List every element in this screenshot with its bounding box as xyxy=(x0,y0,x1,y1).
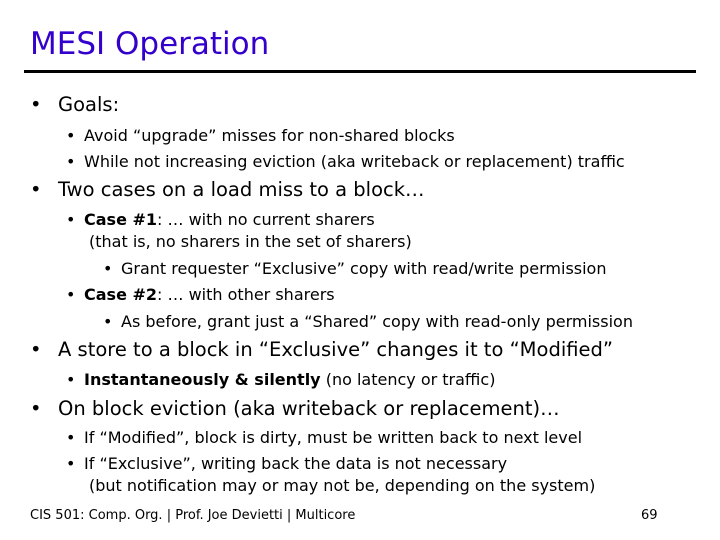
bullet-dot-icon: • xyxy=(103,259,113,278)
bullet-dot-icon: • xyxy=(30,93,42,116)
sub-bullet-goal-1: • Avoid “upgrade” misses for non-shared blocks xyxy=(66,126,455,145)
bullet-dot-icon: • xyxy=(66,210,76,229)
sub-sub-bullet-case-2: • As before, grant just a “Shared” copy with read-only permission xyxy=(103,312,633,331)
footer-course: CIS 501: Comp. Org. | Prof. Joe Devietti | Multicore xyxy=(30,508,356,523)
sub-bullet-case-1: • Case #1: … with no current sharers xyxy=(66,210,375,229)
case-1-label: Case #1 xyxy=(84,210,158,229)
sub-bullet-eviction-1: • If “Modified”, block is dirty, must be written back to next level xyxy=(66,428,583,447)
title-underline xyxy=(24,70,696,73)
bullet-store: • A store to a block in “Exclusive” changes it to “Modified” xyxy=(30,338,613,361)
eviction-continuation: (but notification may or may not be, depending on the system) xyxy=(89,476,596,495)
bullet-load-miss: • Two cases on a load miss to a block… xyxy=(30,178,425,201)
case-1-continuation: (that is, no sharers in the set of sharers) xyxy=(89,232,412,251)
bullet-dot-icon: • xyxy=(66,454,76,473)
bullet-goals-text: Goals: xyxy=(58,93,120,116)
bullet-dot-icon: • xyxy=(66,152,76,171)
bullet-goals xyxy=(30,93,119,116)
bullet-dot-icon: • xyxy=(66,285,76,304)
bullet-dot-icon: • xyxy=(30,397,42,420)
bullet-dot-icon: • xyxy=(30,178,42,201)
sub-bullet-store: • Instantaneously & silently (no latency or traffic) xyxy=(66,370,496,389)
slide-title: MESI Operation xyxy=(30,26,270,62)
bullet-dot-icon: • xyxy=(66,370,76,389)
bullet-dot-icon: • xyxy=(66,126,76,145)
sub-bullet-case-2: • Case #2: … with other sharers xyxy=(66,285,335,304)
sub-sub-bullet-case-1: • Grant requester “Exclusive” copy with read/write permission xyxy=(103,259,607,278)
sub-bullet-goal-2: • While not increasing eviction (aka writeback or replacement) traffic xyxy=(66,152,625,171)
bullet-dot-icon: • xyxy=(30,338,42,361)
bullet-eviction: • On block eviction (aka writeback or replacement)… xyxy=(30,397,560,420)
sub-bullet-eviction-2: • If “Exclusive”, writing back the data is not necessary xyxy=(66,454,508,473)
page-number: 69 xyxy=(641,508,658,523)
case-2-label: Case #2 xyxy=(84,285,158,304)
bullet-dot-icon: • xyxy=(66,428,76,447)
bullet-dot-icon: • xyxy=(103,312,113,331)
